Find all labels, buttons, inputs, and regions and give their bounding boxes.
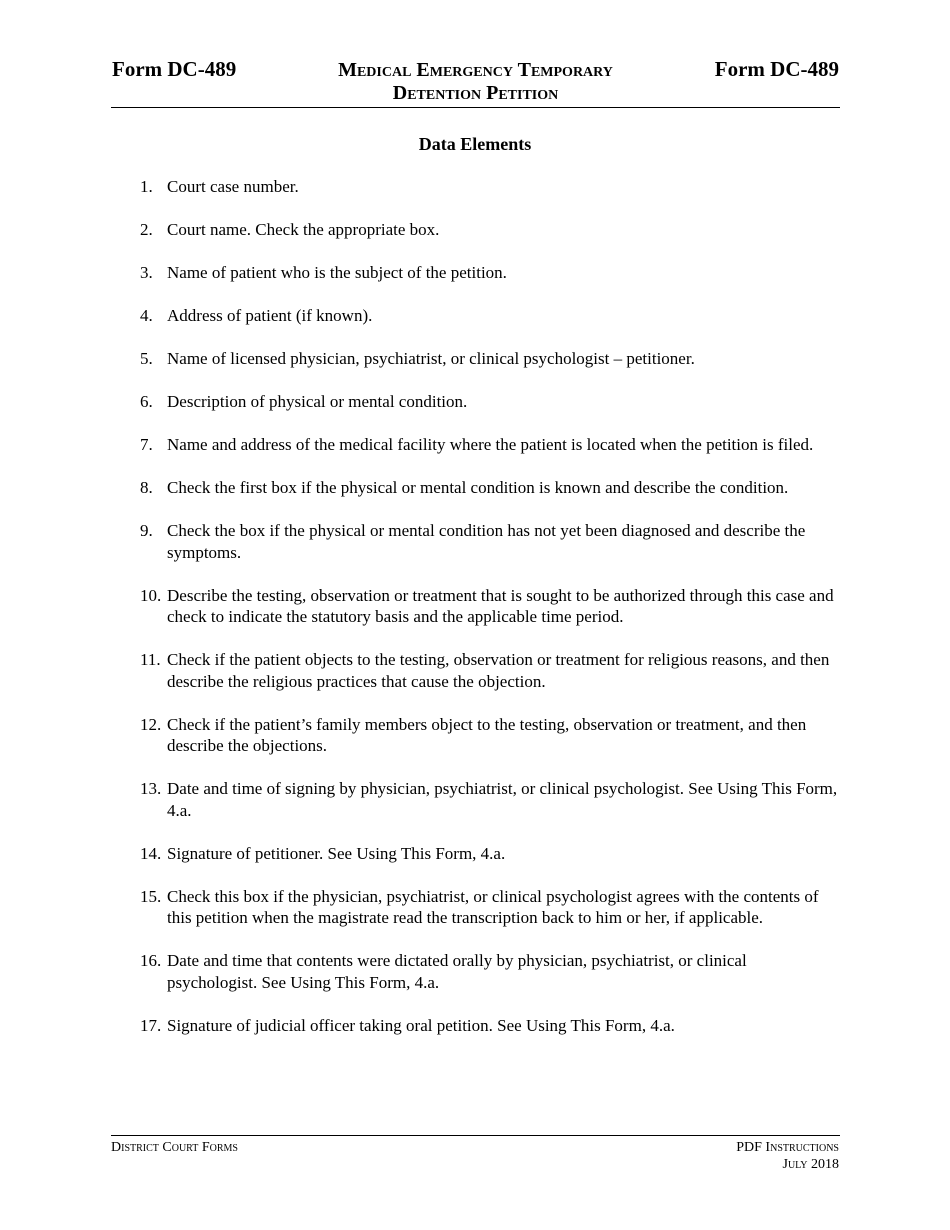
list-item (140, 391, 840, 413)
list-item (140, 1015, 840, 1037)
list-item-text: Name of patient who is the subject of the petition. (167, 263, 507, 282)
list-item (140, 219, 840, 241)
list-item-text: Address of patient (if known). (167, 306, 373, 325)
list-item-number: 17. (140, 1015, 162, 1035)
form-title-line-1: Medical Emergency Temporary (338, 59, 613, 81)
list-item-number: 9. (140, 521, 153, 540)
list-item (140, 434, 840, 456)
list-item (140, 305, 840, 327)
list-item-text: Date and time of signing by physician, psychiatrist, or clinical psychologist. See Using This Form, 4.a. (167, 779, 838, 820)
list-item-text: Check if the patient objects to the testing, observation or treatment for religious reasons, and then describe the religious practices that cause the objection. (167, 650, 830, 691)
list-item-text: Description of physical or mental condition. (167, 392, 468, 411)
form-title-line-2: Detention Petition (392, 82, 559, 104)
list-item (140, 649, 840, 692)
list-item (140, 477, 840, 499)
list-item-text: Date and time that contents were dictated orally by physician, psychiatrist, or clinical psychologist. See Using This Form, 4.a. (167, 951, 747, 992)
list-item-number: 8. (140, 478, 153, 497)
list-item-text: Name and address of the medical facility where the patient is located when the petition is filed. (167, 435, 814, 454)
page-header (111, 57, 840, 108)
list-item-text: Check the first box if the physical or mental condition is known and describe the condition. (167, 478, 789, 497)
footer-left-text: District Court Forms (111, 1140, 238, 1155)
list-item-number: 16. (140, 951, 162, 970)
list-item-number: 13. (140, 779, 162, 798)
list-item (140, 950, 840, 993)
list-item-number: 2. (140, 220, 153, 239)
list-item (140, 348, 840, 370)
list-item (140, 262, 840, 284)
list-item-text: Check this box if the physician, psychiatrist, or clinical psychologist agrees with the contents of this petition when the magistrate read the transcription back to him or her, if applicable. (167, 886, 819, 927)
page-footer (111, 1135, 840, 1172)
list-item-number: 6. (140, 392, 153, 411)
list-item-number: 10. (140, 585, 162, 605)
list-item-number: 3. (140, 263, 153, 282)
form-number-right: Form DC-489 (714, 57, 839, 81)
list-item-number: 7. (140, 435, 153, 454)
list-item (140, 714, 840, 757)
list-item-number: 11. (140, 650, 161, 669)
list-item-number: 5. (140, 349, 153, 368)
list-item (140, 520, 840, 563)
footer-right-text (736, 1139, 839, 1173)
data-elements-list (140, 176, 840, 1058)
list-item-text: Court case number. (167, 177, 299, 196)
list-item-number: 15. (140, 886, 162, 906)
list-item (140, 585, 840, 628)
list-item-number: 12. (140, 714, 162, 734)
list-item-text: Signature of judicial officer taking oral petition. See Using This Form, 4.a. (167, 1015, 675, 1035)
footer-right-line-2: July 2018 (782, 1157, 839, 1172)
list-item-number: 1. (140, 177, 153, 196)
list-item-text: Court name. Check the appropriate box. (167, 220, 440, 239)
list-item-text: Signature of petitioner. See Using This Form, 4.a. (167, 843, 506, 863)
list-item-text: Describe the testing, observation or treatment that is sought to be authorized through this case and check to indicate the statutory basis and the applicable time period. (167, 585, 834, 626)
list-item (140, 778, 840, 821)
form-number-left: Form DC-489 (112, 57, 237, 81)
list-item-number: 14. (140, 843, 162, 863)
list-item-text: Name of licensed physician, psychiatrist, or clinical psychologist – petitioner. (167, 349, 695, 368)
section-heading: Data Elements (418, 134, 532, 154)
list-item (140, 886, 840, 929)
list-item (140, 843, 840, 865)
footer-right-line-1: PDF Instructions (736, 1140, 839, 1155)
list-item-text: Check if the patient’s family members object to the testing, observation or treatment, and then describe the objections. (167, 714, 807, 755)
list-item-text: Check the box if the physical or mental condition has not yet been diagnosed and describe the symptoms. (167, 521, 806, 562)
list-item-number: 4. (140, 306, 153, 325)
list-item (140, 176, 840, 198)
